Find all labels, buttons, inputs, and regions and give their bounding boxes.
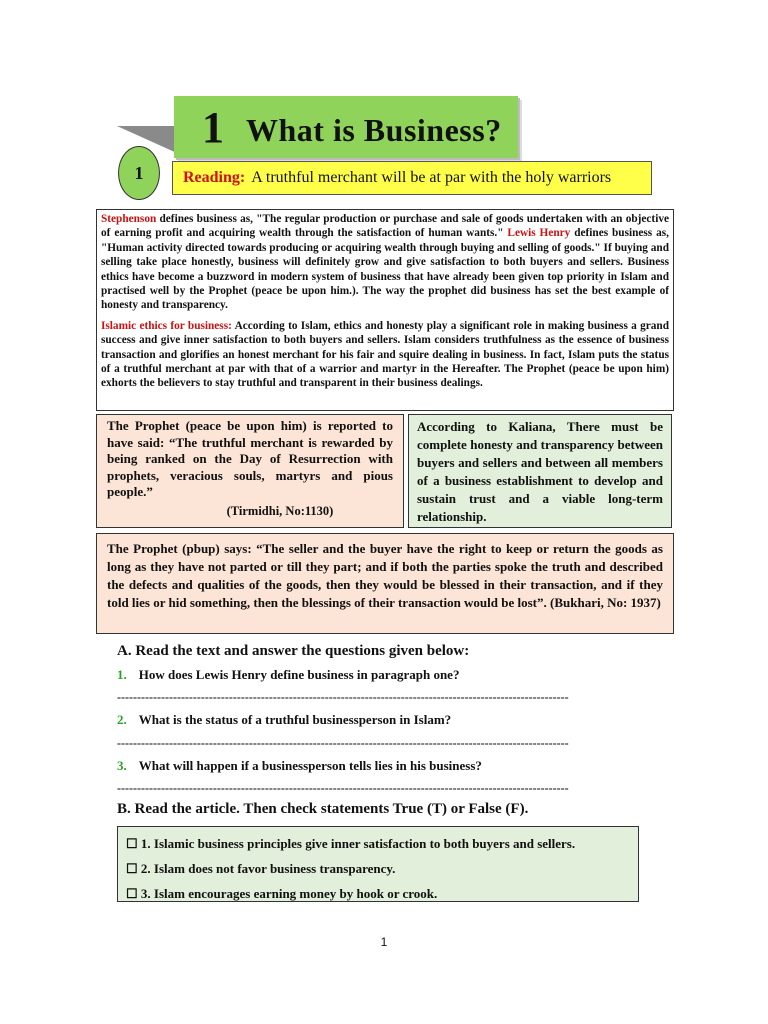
question-3-number: 3. [117,758,127,773]
reading-number-circle [118,146,160,200]
statement-2[interactable]: ☐ 2. Islam does not favor business transparency. [126,861,396,876]
article-box [96,209,674,411]
kaliana-quote-box [408,414,672,528]
answer-line-3[interactable]: ----------------------------------------------------------------------------------------------------------------- [117,781,569,795]
question-2-number: 2. [117,712,127,727]
answer-line-2[interactable]: ----------------------------------------------------------------------------------------------------------------- [117,736,569,750]
hadith-quote-text-2: The Prophet (pbup) says: “The seller and the buyer have the right to keep or return the goods as long as they have not parted or till they part; and if both the parties spoke the truth and described the defects and qualities of the goods, then they would be blessed in their transaction, and if they told lies or hid something, then the blessings of their transaction would be lost”. (Bukhari, No: 1937) [107,541,663,610]
question-3 [117,758,482,774]
reading-number: 1 [134,162,144,183]
question-1-text: How does Lewis Henry define business in paragraph one? [138,667,460,682]
title-banner [174,96,518,158]
author-lewis-henry: Lewis Henry [507,227,571,240]
true-false-box [117,826,639,902]
hadith-quote-box-1 [96,414,404,528]
answer-line-1[interactable]: ----------------------------------------------------------------------------------------------------------------- [117,690,569,704]
question-1 [117,667,459,683]
reading-label: Reading: [183,169,246,186]
author-stephenson: Stephenson [101,213,157,225]
article-paragraph-2 [101,319,669,391]
question-1-number: 1. [117,667,127,682]
hadith-quote-text-1: The Prophet (peace be upon him) is reported to have said: “The truthful merchant is rewarded by being ranked on the Day of Resurrection with prophets, veracious souls, martyrs and pious people.” [107,418,393,499]
question-2 [117,712,451,728]
kaliana-quote-text: According to Kaliana, There must be complete honesty and transparency between buyers and sellers and between all members of a business establishment to develop and sustain trust and a viable long-term relationship. [417,419,663,524]
article-text-2: According to Islam, ethics and honesty play a significant role in making business a grand success and give inner satisfaction to both buyers and sellers. Islam considers truthfulness as the essence of business transaction and glorifies an honest merchant for his fair and squire dealing in business. In fact, Islam puts the status of a truthful merchant at par with that of a warrior and martyr in the Hereafter. The Prophet (peace be upon him) exhorts the believers to stay truthful and transparent in their business dealings. [101,319,669,390]
question-3-text: What will happen if a businessperson tells lies in his business? [138,758,482,773]
hadith-citation-1: (Tirmidhi, No:1130) [226,503,334,518]
hadith-quote-box-2 [96,533,674,634]
islamic-ethics-label: Islamic ethics for business: [101,319,232,332]
reading-subtitle: A truthful merchant will be at par with the holy warriors [251,169,612,186]
statement-3[interactable]: ☐ 3. Islam encourages earning money by hook or crook. [126,886,438,901]
section-a-heading: A. Read the text and answer the questions given below: [117,643,470,659]
page-title: What is Business? [246,112,502,148]
page-number: 1 [380,935,388,949]
article-text-1b: defines business as, "Human activity directed towards producing or acquiring wealth through buying and selling of goods." If buying and selling take place honestly, business will definitely grow and give satisfaction to both buyers and sellers. Business ethics have become a buzzword in modern system of business that have already been given top priority in Islam and practised well by the Prophet (peace be upon him.). The way the prophet did business has set the best example of honesty and transparency. [101,227,669,312]
question-2-text: What is the status of a truthful businessperson in Islam? [138,712,452,727]
article-paragraph-1 [101,212,669,313]
section-b-heading: B. Read the article. Then check statements True (T) or False (F). [117,801,529,817]
article-text-1a: defines business as, "The regular production or purchase and sale of goods undertaken with an objective of earning profit and acquiring wealth through the satisfaction of human wants." [101,213,669,240]
title-number: 1 [202,103,224,152]
statement-1[interactable]: ☐ 1. Islamic business principles give inner satisfaction to both buyers and sellers. [126,836,576,851]
reading-banner [172,161,652,195]
